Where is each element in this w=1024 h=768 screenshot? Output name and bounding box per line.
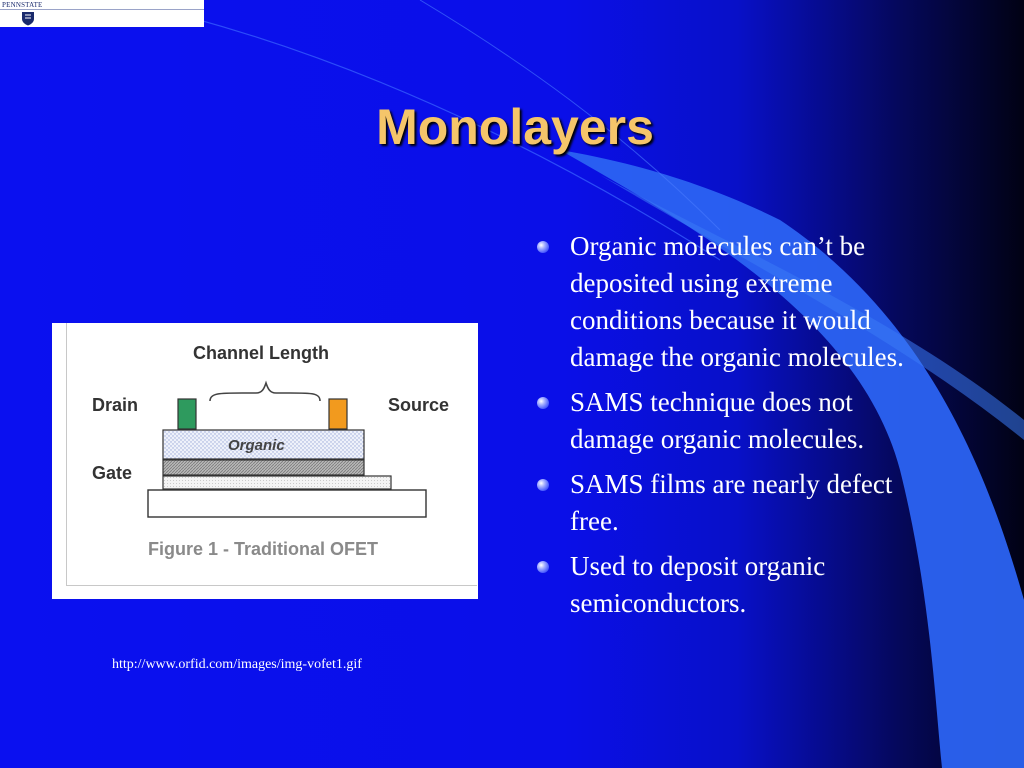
- bullet-item: [533, 548, 933, 622]
- penn-state-shield-icon: [21, 11, 35, 26]
- bullet-icon: [537, 479, 549, 491]
- ofet-figure: [52, 323, 478, 599]
- gate-layer: [163, 476, 391, 489]
- bullet-text: SAMS films are nearly defect free.: [570, 469, 893, 536]
- slide-title: Monolayers: [376, 99, 654, 155]
- substrate-layer: [148, 490, 426, 517]
- bullet-text: Used to deposit organic semiconductors.: [570, 551, 826, 618]
- bullet-list: [533, 228, 933, 630]
- figure-caption: Figure 1 - Traditional OFET: [148, 539, 379, 559]
- drain-contact: [178, 399, 196, 429]
- bullet-icon: [537, 561, 549, 573]
- source-url: http://www.orfid.com/images/img-vofet1.gif: [112, 657, 362, 672]
- bullet-text: Organic molecules can’t be deposited using extreme conditions because it would damage the organic molecules.: [570, 231, 904, 372]
- university-logo: [0, 0, 204, 27]
- drain-label: Drain: [92, 395, 139, 415]
- source-label: Source: [388, 395, 450, 415]
- bullet-icon: [537, 241, 549, 253]
- gate-label: Gate: [92, 463, 133, 483]
- source-contact: [329, 399, 347, 429]
- logo-text: PENNSTATE: [2, 1, 43, 9]
- bullet-item: [533, 228, 933, 376]
- bullet-text: SAMS technique does not damage organic molecules.: [570, 387, 865, 454]
- channel-brace: [210, 383, 320, 401]
- bullet-icon: [537, 397, 549, 409]
- bullet-item: [533, 384, 933, 458]
- dielectric-layer: [163, 460, 364, 475]
- logo-divider: [0, 9, 204, 10]
- bullet-item: [533, 466, 933, 540]
- organic-label: Organic: [228, 437, 285, 454]
- channel-length-label: Channel Length: [193, 343, 329, 363]
